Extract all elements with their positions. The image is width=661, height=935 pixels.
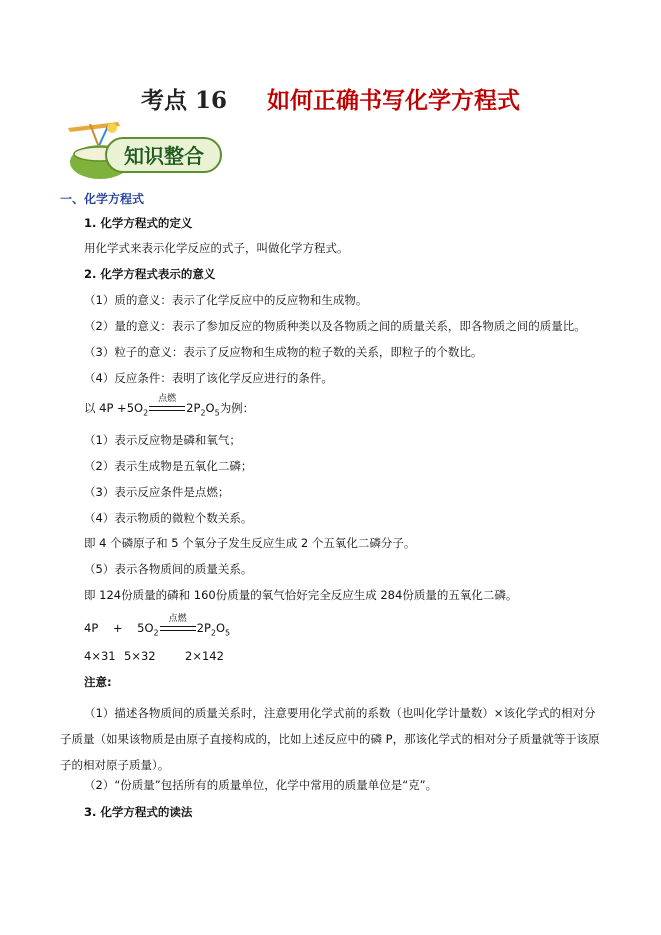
particle-note: 即 4 个磷原子和 5 个氧分子发生反应生成 2 个五氧化二磷分子。	[84, 536, 416, 550]
knowledge-summary-badge	[60, 120, 225, 182]
reaction-arrow: 点燃	[160, 624, 196, 634]
note-1: （1）描述各物质间的质量关系时，注意要用化学式前的系数（也叫化学计量数）×该化学式的相对分子质量（如果该物质是由原子直接构成的，比如上述反应中的磷 P，那该化学式的相对分子质量就等于该原子的相对原子质量）。	[60, 706, 600, 772]
meaning-item: （4）反应条件：表明了该化学反应进行的条件。	[84, 371, 333, 385]
meaning-item: （3）粒子的意义：表示了反应物和生成物的粒子数的关系，即粒子的个数比。	[84, 345, 483, 359]
mass-3: 2×142	[185, 649, 224, 663]
meaning-item: （1）质的意义：表示了化学反应中的反应物和生成物。	[84, 293, 368, 307]
page-title	[0, 82, 661, 115]
mass-2: 5×32	[124, 649, 156, 663]
example-equation: 以 $4P +5O_2$ 点燃 $2P_2O_5$为例：	[84, 393, 255, 418]
item1-text: 用化学式来表示化学反应的式子，叫做化学方程式。	[84, 241, 349, 255]
kaodian-label: 考点 16	[140, 87, 227, 114]
example-point: （5）表示各物质间的质量关系。	[84, 562, 253, 576]
example-point: （1）表示反应物是磷和氧气；	[84, 433, 241, 447]
item1-heading: 1. 化学方程式的定义	[84, 216, 193, 230]
mass-equation: 4P + $5O_2$ 点燃 $2P_2O_5$	[84, 613, 231, 638]
item2-heading: 2. 化学方程式表示的意义	[84, 267, 216, 281]
notes-heading: 注意:	[84, 675, 112, 689]
badge-text: 知识整合	[124, 144, 204, 168]
title-main: 如何正确书写化学方程式	[267, 88, 520, 114]
example-point: （2）表示生成物是五氧化二磷；	[84, 459, 253, 473]
note-2: （2）“份质量”包括所有的质量单位，化学中常用的质量单位是“克”。	[84, 778, 438, 792]
meaning-item: （2）量的意义：表示了参加反应的物质种类以及各物质之间的质量关系，即各物质之间的质量比。	[84, 319, 586, 333]
item3-heading: 3. 化学方程式的读法	[84, 805, 193, 819]
reaction-arrow: 点燃	[149, 404, 185, 414]
example-point: （4）表示物质的微粒个数关系。	[84, 511, 253, 525]
example-point: （3）表示反应条件是点燃；	[84, 485, 230, 499]
section-heading: 一、化学方程式	[60, 192, 145, 206]
mass-note: 即 124份质量的磷和 160份质量的氧气恰好完全反应生成 284份质量的五氧化二磷。	[84, 588, 518, 602]
mass-1: 4×31	[84, 649, 116, 663]
